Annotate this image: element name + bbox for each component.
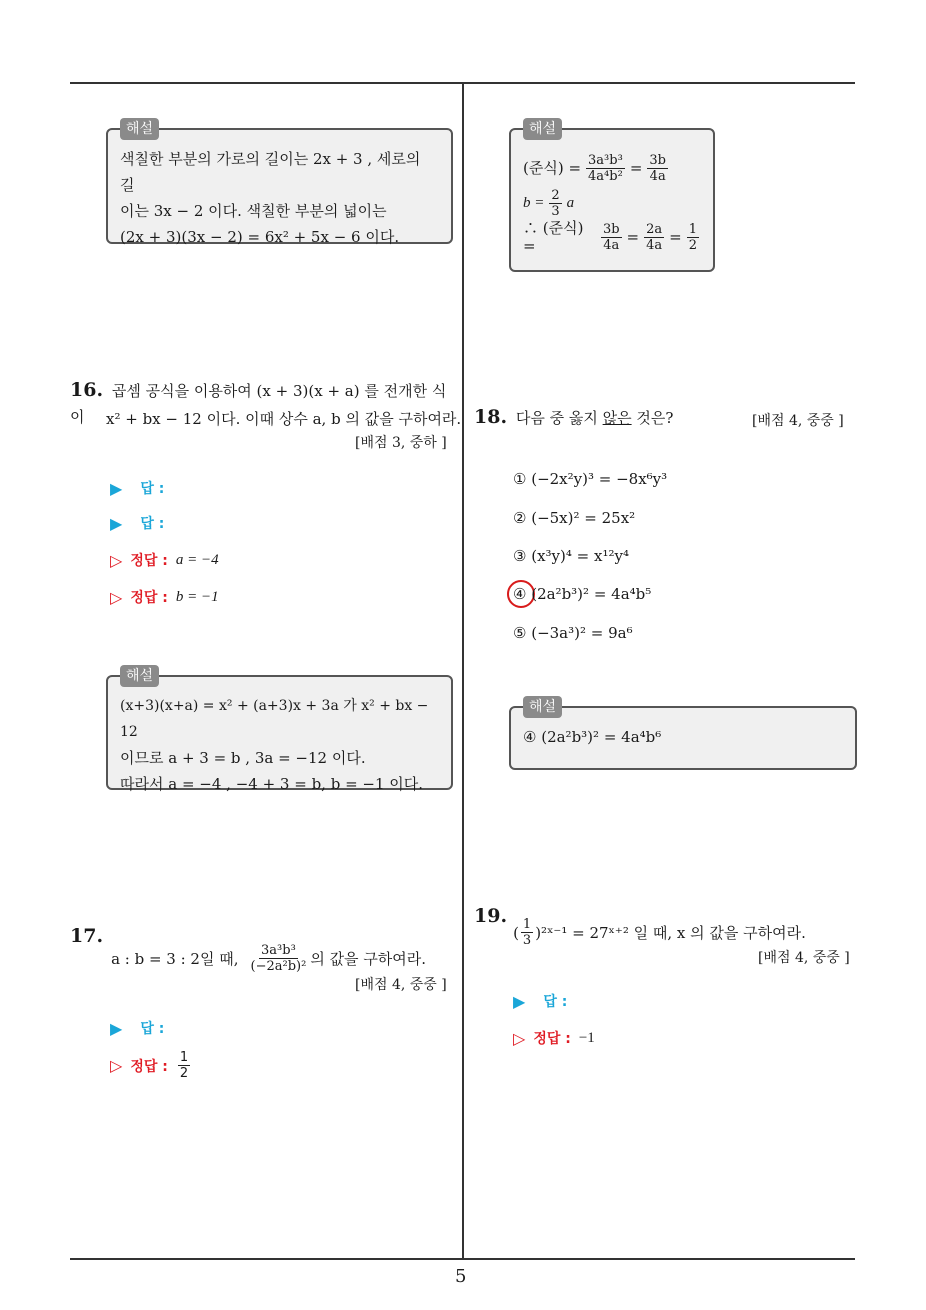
explanation-line: 따라서 a = −4 , −4 + 3 = b, b = −1 이다. (120, 775, 424, 793)
correct-label: 정답 : (130, 553, 168, 569)
column-divider (462, 82, 464, 1260)
explanation-line: (x+3)(x+a) = x² + (a+3)x + 3a 가 x² + bx − 12 (120, 698, 429, 740)
answer-label: 답 : (140, 1021, 165, 1037)
correct-value: b = −1 (175, 588, 219, 605)
question-number: 16. (70, 379, 104, 401)
correct-value: −1 (578, 1029, 595, 1046)
correct-row-1 (110, 550, 219, 570)
question-meta: [배점 4, 중중 ] (758, 950, 850, 966)
outline-triangle-icon: ▷ (513, 1028, 526, 1048)
question-text-line2: x² + bx − 12 이다. 이때 상수 a, b 의 값을 구하여라. (106, 410, 462, 428)
outline-triangle-icon: ▷ (110, 587, 123, 607)
explanation-tag: 해설 (120, 118, 159, 140)
question-meta: [배점 4, 중중 ] (355, 977, 447, 993)
filled-triangle-icon: ▶ (110, 1018, 123, 1038)
correct-row (513, 1028, 595, 1048)
filled-triangle-icon: ▶ (110, 513, 123, 533)
correct-row (110, 1050, 192, 1081)
question-number: 17. (70, 925, 104, 947)
choice-1[interactable]: ① (−2x²y)³ = −8x⁶y³ (513, 470, 668, 488)
answer-label: 답 : (140, 516, 165, 532)
question-text-line1: 곱셈 공식을 이용하여 (x + 3)(x + a) 를 전개한 식이 (70, 382, 447, 426)
explanation-tag: 해설 (523, 696, 562, 718)
explanation-box-q15 (106, 121, 453, 246)
choice-4[interactable]: ④ (2a²b³)² = 4a⁴b⁵ (513, 585, 652, 603)
correct-value: a = −4 (175, 551, 219, 568)
question-number: 18. (474, 406, 508, 428)
question-meta: [배점 3, 중하 ] (355, 435, 447, 451)
underlined-word: 않은 (602, 409, 632, 427)
explanation-tag: 해설 (120, 665, 159, 687)
question-fraction: $\frac{1}{3}$ (522, 917, 532, 948)
answer-row-1[interactable] (110, 478, 164, 498)
question-suffix: 의 값을 구하여라. (310, 950, 427, 968)
outline-triangle-icon: ▷ (110, 1056, 123, 1075)
correct-label: 정답 : (130, 590, 168, 606)
correct-label: 정답 : (533, 1031, 571, 1047)
explanation-line: b = $\frac{2}{3}$ a (523, 187, 575, 219)
question-number: 19. (474, 905, 508, 927)
filled-triangle-icon: ▶ (110, 478, 123, 498)
explanation-tag: 해설 (523, 118, 562, 140)
explanation-line: ④ (2a²b³)² = 4a⁴b⁶ (523, 728, 662, 746)
filled-triangle-icon: ▶ (513, 991, 526, 1011)
choice-3[interactable]: ③ (x³y)⁴ = x¹²y⁴ (513, 547, 629, 565)
bottom-rule (70, 1258, 855, 1260)
correct-fraction: $\frac{1}{2}$ (179, 1050, 189, 1081)
question-19: 19. ( $\frac{1}{3}$ )²ˣ⁻¹ = 27ˣ⁺² 일 때, x 의 값을 구하여라. (474, 905, 806, 948)
answer-row[interactable] (110, 1018, 164, 1038)
question-text: )²ˣ⁻¹ = 27ˣ⁺² 일 때, x 의 값을 구하여라. (535, 924, 806, 942)
explanation-line: ∴ (준식) = $\frac{3b}{4a}$ = $\frac{2a}{4a}$ = $\frac{1}{2}$ (523, 219, 697, 255)
page-number: 5 (455, 1266, 467, 1287)
question-fraction: $\frac{\text{3a³b³}}{\text{(−2a²b)²}}$ (250, 943, 307, 974)
answer-label: 답 : (543, 994, 568, 1010)
answer-row[interactable] (513, 991, 567, 1011)
explanation-line: (준식) = $\frac{\text{3a³b³}}{\text{4a⁴b²}}$ = $\frac{3b}{4a}$ (523, 152, 666, 184)
correct-label: 정답 : (130, 1058, 168, 1075)
question-text: 다음 중 옳지 않은 것은? (515, 409, 674, 427)
choice-2[interactable]: ② (−5x)² = 25x² (513, 509, 636, 527)
question-prefix: a : b = 3 : 2일 때, (111, 950, 239, 968)
explanation-line: 이므로 a + 3 = b , 3a = −12 이다. (120, 749, 366, 767)
question-17 (70, 925, 460, 974)
explanation-line: 색칠한 부분의 가로의 길이는 2x + 3 , 세로의 길 (120, 150, 421, 194)
choice-5[interactable]: ⑤ (−3a³)² = 9a⁶ (513, 624, 633, 642)
answer-label: 답 : (140, 481, 165, 497)
outline-triangle-icon: ▷ (110, 550, 123, 570)
explanation-box-q17 (509, 121, 715, 272)
explanation-line: 이는 3x − 2 이다. 색칠한 부분의 넓이는 (120, 202, 387, 220)
explanation-box-q16 (106, 668, 453, 793)
explanation-line: (2x + 3)(3x − 2) = 6x² + 5x − 6 이다. (120, 228, 400, 246)
question-meta: [배점 4, 중중 ] (752, 413, 844, 429)
explanation-box-q18 (509, 699, 857, 770)
correct-row-2 (110, 587, 219, 607)
answer-row-2[interactable] (110, 513, 164, 533)
question-18 (474, 406, 673, 428)
